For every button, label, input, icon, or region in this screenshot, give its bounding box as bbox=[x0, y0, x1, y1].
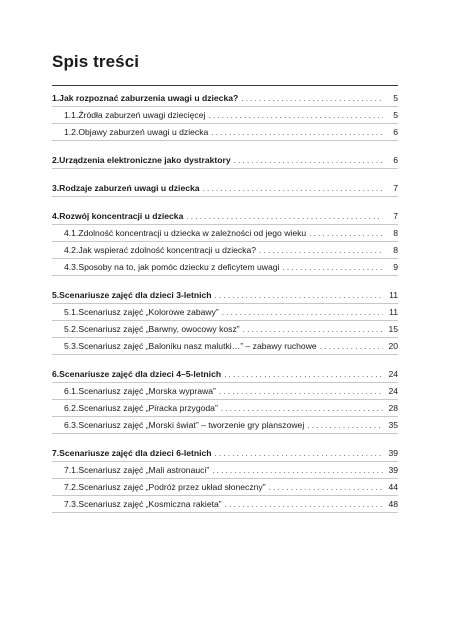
entry-number: 6.3. bbox=[64, 420, 79, 430]
entry-number: 5.3. bbox=[64, 341, 79, 351]
entry-number: 1. bbox=[52, 93, 60, 103]
entry-title: Scenariusz zajęć „Piracka przygoda” bbox=[78, 403, 218, 413]
dot-leader bbox=[186, 209, 383, 225]
toc-section-entry[interactable] bbox=[52, 366, 398, 382]
entry-page-number: 15 bbox=[388, 324, 398, 334]
toc-section bbox=[52, 90, 398, 141]
toc-section bbox=[52, 287, 398, 355]
dot-leader bbox=[203, 181, 383, 197]
entry-title: Scenariusze zajęć dla dzieci 6-letnich bbox=[59, 448, 212, 458]
dot-leader bbox=[212, 463, 383, 479]
dot-leader bbox=[307, 418, 383, 434]
entry-number: 6.1. bbox=[64, 386, 79, 396]
entry-page-number: 39 bbox=[388, 465, 398, 475]
entry-page-number: 11 bbox=[389, 290, 398, 300]
entry-number: 5. bbox=[52, 290, 60, 300]
entry-title: Objawy zaburzeń uwagi u dziecka bbox=[78, 127, 209, 137]
entry-number: 7.3. bbox=[64, 499, 79, 509]
entry-page-number: 24 bbox=[388, 369, 398, 379]
toc-subsection-entry[interactable] bbox=[52, 383, 398, 399]
entry-title: Scenariusze zajęć dla dzieci 4–5-letnich bbox=[59, 369, 222, 379]
toc-subsection-entry[interactable] bbox=[52, 242, 398, 258]
entry-title: Jak wspierać zdolność koncentracji u dziecka? bbox=[78, 245, 257, 255]
toc-section bbox=[52, 152, 398, 169]
dot-leader bbox=[234, 153, 383, 169]
dot-leader bbox=[309, 226, 383, 242]
entry-page-number: 5 bbox=[393, 110, 398, 120]
toc-subsection-entry[interactable] bbox=[52, 124, 398, 140]
dot-leader bbox=[225, 497, 383, 513]
entry-number: 7.1. bbox=[64, 465, 79, 475]
entry-title: Rozwój koncentracji u dziecka bbox=[59, 211, 184, 221]
entry-number: 7. bbox=[52, 448, 60, 458]
entry-number: 5.1. bbox=[64, 307, 79, 317]
toc-section bbox=[52, 208, 398, 276]
toc-section bbox=[52, 180, 398, 197]
dot-leader bbox=[243, 322, 383, 338]
entry-title: Scenariusz zajęć „Mali astronauci” bbox=[78, 465, 210, 475]
toc-subsection-entry[interactable] bbox=[52, 107, 398, 123]
entry-title: Scenariusz zajęć „Podróż przez układ słoneczny” bbox=[78, 482, 266, 492]
entry-page-number: 8 bbox=[393, 228, 398, 238]
entry-page-number: 8 bbox=[393, 245, 398, 255]
entry-title: Zdolność koncentracji u dziecka w zależności od jego wieku bbox=[78, 228, 307, 238]
entry-number: 5.2. bbox=[64, 324, 79, 334]
dot-leader bbox=[215, 288, 383, 304]
entry-page-number: 39 bbox=[388, 448, 398, 458]
entry-title: Scenariusz zajęć „Morska wyprawa” bbox=[78, 386, 216, 396]
entry-number: 1.1. bbox=[64, 110, 79, 120]
table-of-contents bbox=[52, 90, 398, 513]
title-rule bbox=[52, 85, 398, 86]
entry-page-number: 35 bbox=[388, 420, 398, 430]
entry-title: Jak rozpoznać zaburzenia uwagi u dziecka? bbox=[59, 93, 239, 103]
dot-leader bbox=[282, 260, 383, 276]
entry-title: Urządzenia elektroniczne jako dystraktory bbox=[59, 155, 231, 165]
entry-page-number: 5 bbox=[393, 93, 398, 103]
entry-title: Rodzaje zaburzeń uwagi u dziecka bbox=[59, 183, 200, 193]
toc-subsection-entry[interactable] bbox=[52, 321, 398, 337]
dot-leader bbox=[211, 125, 383, 141]
entry-page-number: 7 bbox=[393, 183, 398, 193]
dot-leader bbox=[241, 91, 383, 107]
entry-page-number: 48 bbox=[388, 499, 398, 509]
entry-title: Scenariusz zajęć „Baloniku nasz malutki…” – zabawy ruchowe bbox=[78, 341, 317, 351]
toc-subsection-entry[interactable] bbox=[52, 338, 398, 354]
entry-page-number: 7 bbox=[393, 211, 398, 221]
entry-page-number: 6 bbox=[393, 155, 398, 165]
toc-section-entry[interactable] bbox=[52, 287, 398, 303]
toc-subsection-entry[interactable] bbox=[52, 479, 398, 495]
entry-title: Sposoby na to, jak pomóc dziecku z deficytem uwagi bbox=[78, 262, 280, 272]
dot-leader bbox=[215, 446, 383, 462]
dot-leader bbox=[320, 339, 383, 355]
entry-number: 6.2. bbox=[64, 403, 79, 413]
entry-page-number: 28 bbox=[388, 403, 398, 413]
toc-subsection-entry[interactable] bbox=[52, 259, 398, 275]
page-title: Spis treści bbox=[52, 52, 140, 71]
entry-title: Scenariusze zajęć dla dzieci 3-letnich bbox=[59, 290, 212, 300]
entry-number: 3. bbox=[52, 183, 60, 193]
toc-section bbox=[52, 366, 398, 434]
entry-title: Źródła zaburzeń uwagi dziecięcej bbox=[78, 110, 206, 120]
entry-title: Scenariusz zajęć „Morski świat” – tworzenie gry planszowej bbox=[78, 420, 305, 430]
toc-section-entry[interactable] bbox=[52, 445, 398, 461]
toc-subsection-entry[interactable] bbox=[52, 462, 398, 478]
toc-section-entry[interactable] bbox=[52, 90, 398, 106]
toc-subsection-entry[interactable] bbox=[52, 496, 398, 512]
entry-title: Scenariusz zajęć „Barwny, owocowy kosz” bbox=[78, 324, 240, 334]
entry-number: 7.2. bbox=[64, 482, 79, 492]
dot-leader bbox=[259, 243, 383, 259]
toc-subsection-entry[interactable] bbox=[52, 304, 398, 320]
entry-number: 4.2. bbox=[64, 245, 79, 255]
entry-number: 4. bbox=[52, 211, 60, 221]
dot-leader bbox=[208, 108, 383, 124]
entry-page-number: 20 bbox=[388, 341, 398, 351]
toc-subsection-entry[interactable] bbox=[52, 400, 398, 416]
dot-leader bbox=[221, 401, 383, 417]
entry-number: 6. bbox=[52, 369, 60, 379]
entry-title: Scenariusz zajęć „Kolorowe zabawy” bbox=[78, 307, 219, 317]
dot-leader bbox=[269, 480, 383, 496]
toc-subsection-entry[interactable] bbox=[52, 225, 398, 241]
entry-page-number: 11 bbox=[389, 307, 398, 317]
entry-page-number: 6 bbox=[393, 127, 398, 137]
entry-page-number: 9 bbox=[393, 262, 398, 272]
entry-number: 4.1. bbox=[64, 228, 79, 238]
entry-page-number: 44 bbox=[388, 482, 398, 492]
toc-subsection-entry[interactable] bbox=[52, 417, 398, 433]
entry-number: 4.3. bbox=[64, 262, 79, 272]
entry-number: 1.2. bbox=[64, 127, 79, 137]
dot-leader bbox=[219, 384, 383, 400]
toc-section-entry[interactable] bbox=[52, 180, 398, 196]
toc-section-entry[interactable] bbox=[52, 152, 398, 168]
dot-leader bbox=[222, 305, 383, 321]
toc-section-entry[interactable] bbox=[52, 208, 398, 224]
toc-section bbox=[52, 445, 398, 513]
entry-page-number: 24 bbox=[388, 386, 398, 396]
entry-title: Scenariusz zajęć „Kosmiczna rakieta” bbox=[78, 499, 222, 509]
dot-leader bbox=[224, 367, 383, 383]
entry-number: 2. bbox=[52, 155, 60, 165]
